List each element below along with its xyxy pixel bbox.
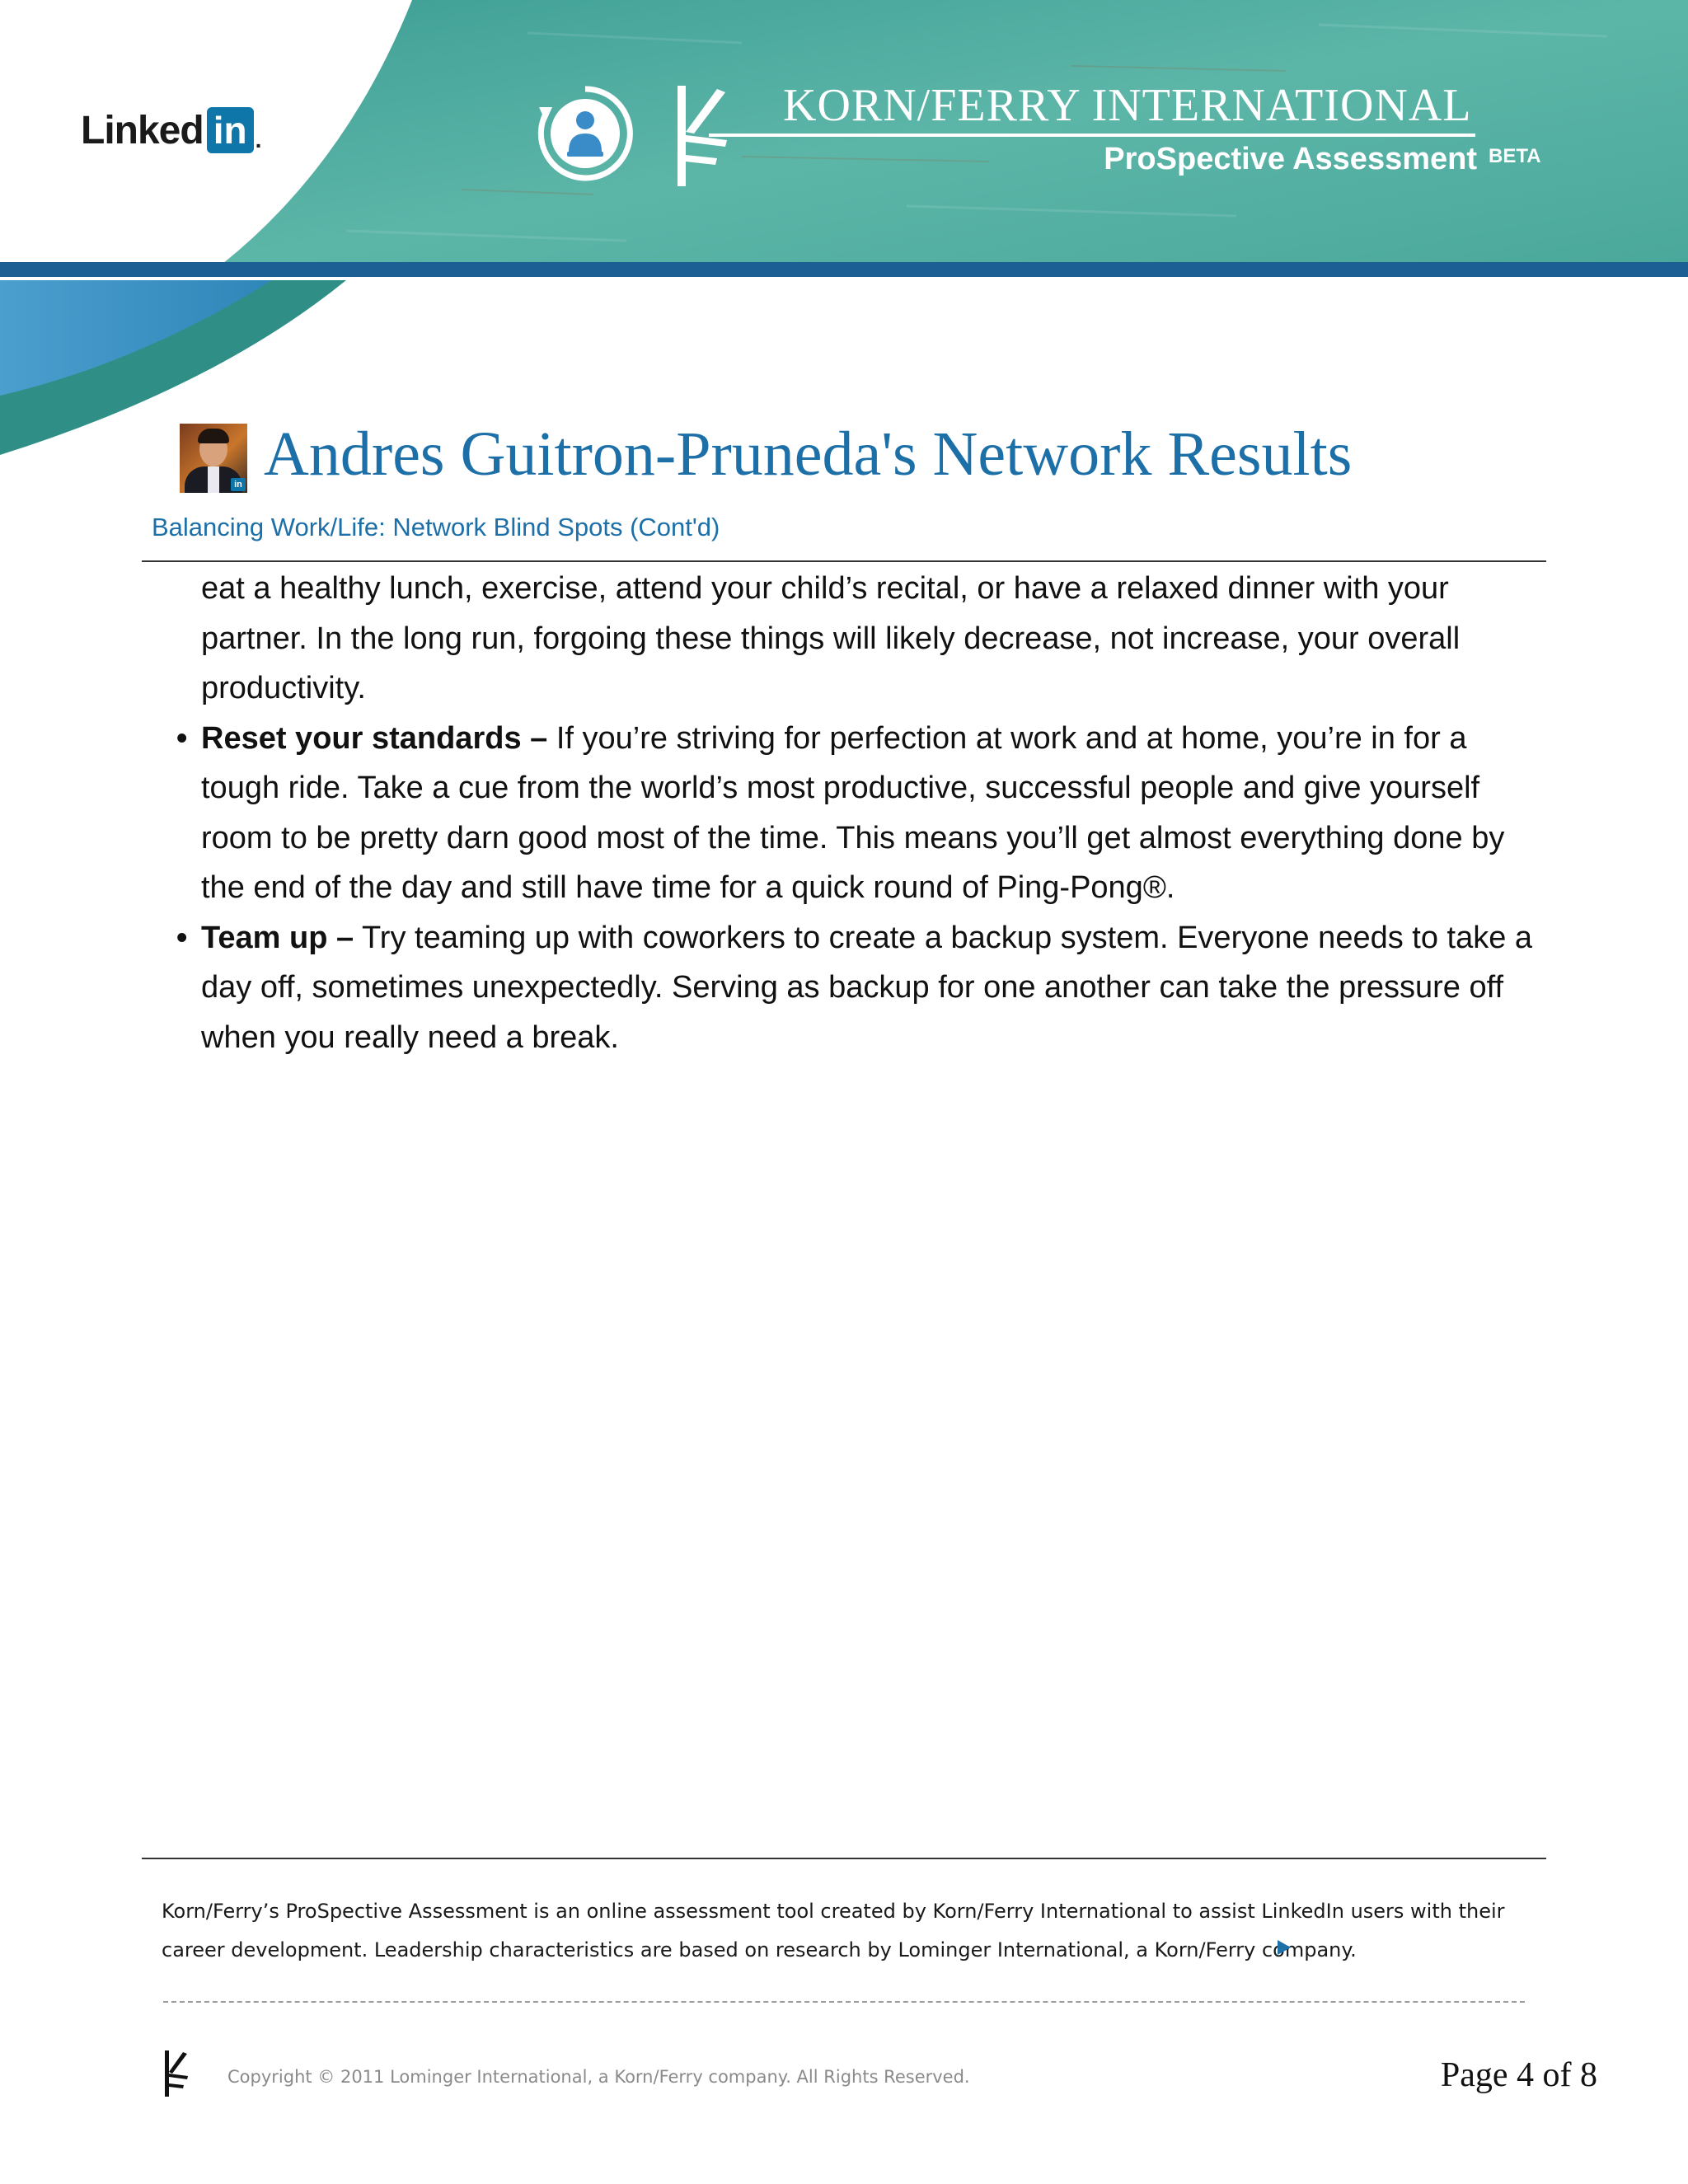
bullet-marker: • <box>176 720 188 756</box>
person-cycle-icon <box>534 82 636 185</box>
brand-name: KORN/FERRY INTERNATIONAL <box>783 80 1472 131</box>
avatar <box>180 424 247 493</box>
avatar-linkedin-badge: in <box>231 478 246 491</box>
footer-divider <box>142 1858 1546 1859</box>
linkedin-logo-box: in <box>207 107 254 153</box>
product-badge: BETA <box>1489 145 1541 167</box>
page-title: Andres Guitron-Pruneda's Network Results <box>264 419 1353 489</box>
continuation-paragraph: eat a healthy lunch, exercise, attend your child’s recital, or have a relaxed dinner with your partner. In the long run, forgoing these things will likely decrease, not increase, your overall productivity. <box>201 571 1461 705</box>
list-item <box>176 714 1553 913</box>
footer-note: Korn/Ferry’s ProSpective Assessment is an online assessment tool created by Korn/Ferry International to assist LinkedIn users with their career development. Leadership characteristics are based on research by Lominger International, a Korn/Ferry company. <box>162 1900 1505 1961</box>
bullet-text: If you’re striving for perfection at work and at home, you’re in for a tough ride. Take a cue from the world’s most productive, successful people and give yourself room to be pretty darn good most of the time. This means you’ll get almost everything done by the end of the day and still have time for a quick round of Ping-Pong®. <box>201 720 1505 905</box>
linkedin-logo-dot: . <box>255 127 262 152</box>
korn-ferry-mini-logo-icon <box>162 2049 195 2098</box>
bullet-lead: Team up – <box>201 920 354 955</box>
brand-rule <box>709 134 1475 137</box>
next-arrow-icon[interactable] <box>1278 1940 1291 1955</box>
body-content <box>176 564 1553 1062</box>
page-number: Page 4 of 8 <box>1440 2056 1597 2094</box>
product-name: ProSpective Assessment <box>1104 142 1477 176</box>
section-subtitle: Balancing Work/Life: Network Blind Spots (Cont'd) <box>152 513 720 541</box>
dashed-divider <box>163 2001 1525 2003</box>
bullet-text: Try teaming up with coworkers to create a backup system. Everyone needs to take a day off, sometimes unexpectedly. Serving as backup for one another can take the pressure off when you really need a break. <box>201 920 1533 1055</box>
linkedin-logo-text: Linked <box>81 108 204 152</box>
header-banner <box>0 0 1688 462</box>
list-item <box>176 913 1553 1063</box>
bullet-marker: • <box>176 920 188 955</box>
linkedin-logo <box>81 107 261 153</box>
header-divider <box>142 560 1546 562</box>
copyright-notice: Copyright © 2011 Lominger International, a Korn/Ferry company. All Rights Reserved. <box>227 2067 970 2087</box>
bullet-lead: Reset your standards – <box>201 720 548 756</box>
